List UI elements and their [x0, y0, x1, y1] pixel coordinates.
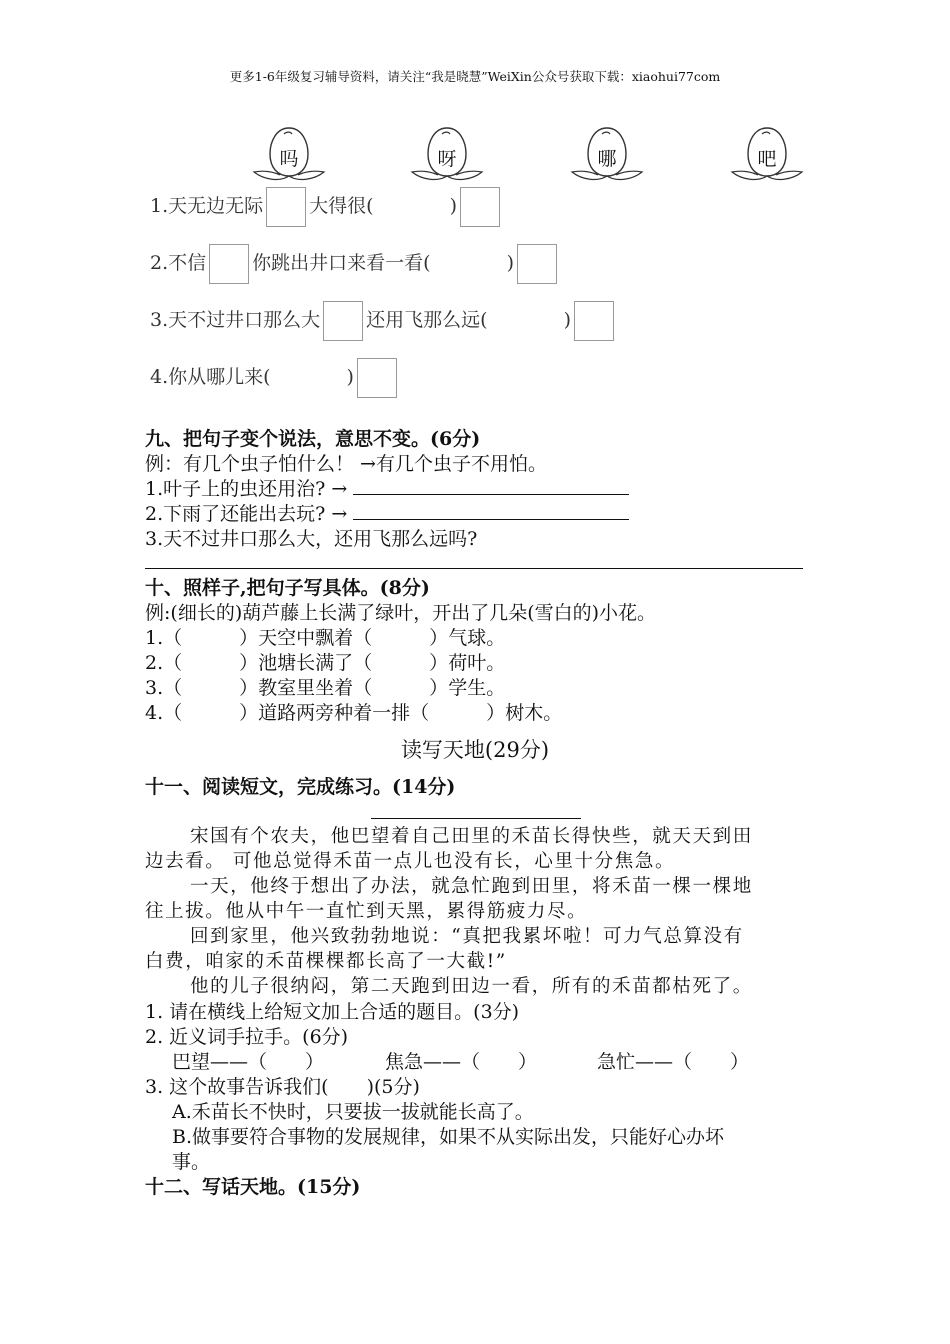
passage-line: 一天，他终于想出了办法，就急忙跑到田里，将禾苗一棵一棵地 — [190, 876, 753, 897]
fill-item-1: 1.天无边无际 大得很( ) — [150, 187, 503, 227]
section-9-example: 例：有几个虫子怕什么！ →有几个虫子不用怕。 — [145, 453, 547, 475]
section-11-title: 十一、阅读短文，完成练习。(14分) — [145, 776, 456, 798]
answer-box[interactable] — [460, 187, 500, 227]
answer-box[interactable] — [574, 301, 614, 341]
section-12-title: 十二、写话天地。(15分) — [145, 1176, 361, 1198]
peach-word: 吧 — [757, 148, 777, 170]
fill-item-2: 2.不信 你跳出井口来看一看( ) — [150, 244, 560, 284]
question-2: 2. 近义词手拉手。(6分) — [145, 1026, 349, 1048]
answer-box[interactable] — [323, 301, 363, 341]
answer-box[interactable] — [357, 358, 397, 398]
synonym-pair[interactable]: 巴望——（ ） — [172, 1051, 325, 1073]
answer-box[interactable] — [266, 187, 306, 227]
option-b-cont: 事。 — [172, 1151, 211, 1173]
peach-word-card — [728, 122, 806, 184]
peach-word-card — [408, 122, 486, 184]
section-9-q3: 3.天不过井口那么大，还用飞那么远吗? — [145, 528, 478, 550]
page-header: 更多1-6年级复习辅导资料，请关注“我是晓慧”WeiXin公众号获取下载：xiaohui77com — [229, 69, 721, 84]
passage-line: 白费，咱家的禾苗棵棵都长高了一大截!” — [145, 951, 507, 972]
peach-word: 哪 — [597, 148, 617, 170]
peach-word: 呀 — [437, 148, 457, 170]
part-title: 读写天地(29分) — [400, 738, 550, 762]
passage-line: 回到家里，他兴致勃勃地说：“真把我累坏啦！可力气总算没有 — [190, 926, 744, 947]
peach-word: 吗 — [279, 148, 299, 170]
question-3: 3. 这个故事告诉我们( )(5分) — [145, 1076, 420, 1098]
section-10-item: 2.（ ）池塘长满了（ ）荷叶。 — [145, 652, 506, 674]
option-a: A.禾苗长不快时，只要拔一拔就能长高了。 — [172, 1101, 534, 1123]
answer-box[interactable] — [209, 244, 249, 284]
option-b: B.做事要符合事物的发展规律，如果不从实际出发，只能好心办坏 — [172, 1126, 725, 1148]
section-10-example: 例:(细长的)葫芦藤上长满了绿叶，开出了几朵(雪白的)小花。 — [145, 602, 657, 624]
answer-line[interactable] — [145, 568, 803, 569]
section-10-item: 1.（ ）天空中飘着（ ）气球。 — [145, 627, 506, 649]
section-9-q1: 1.叶子上的虫还用治? → — [145, 474, 629, 501]
synonym-pair[interactable]: 急忙——（ ） — [597, 1051, 750, 1073]
section-9-q2: 2.下雨了还能出去玩? → — [145, 499, 629, 526]
fill-item-3: 3.天不过井口那么大 还用飞那么远( ) — [150, 301, 617, 341]
answer-line[interactable] — [353, 478, 629, 495]
peach-word-card — [568, 122, 646, 184]
passage-line: 往上拔。他从中午一直忙到天黑，累得筋疲力尽。 — [145, 901, 588, 922]
section-10-item: 4.（ ）道路两旁种着一排（ ）树木。 — [145, 702, 563, 724]
section-10-title: 十、照样子,把句子写具体。(8分) — [145, 577, 430, 599]
peach-word-card — [250, 122, 328, 184]
synonym-pair[interactable]: 焦急——（ ） — [385, 1051, 538, 1073]
answer-line[interactable] — [353, 503, 629, 520]
passage-line: 宋国有个农夫，他巴望着自己田里的禾苗长得快些，就天天到田 — [190, 826, 753, 847]
passage-line: 边去看。 可他总觉得禾苗一点儿也没有长，心里十分焦急。 — [145, 851, 676, 872]
section-9-title: 九、把句子变个说法，意思不变。(6分) — [145, 428, 481, 450]
question-1: 1. 请在横线上给短文加上合适的题目。(3分) — [145, 1001, 520, 1023]
passage-line: 他的儿子很纳闷，第二天跑到田边一看，所有的禾苗都枯死了。 — [190, 976, 753, 997]
fill-item-4: 4.你从哪儿来( ) — [150, 358, 400, 398]
section-10-item: 3.（ ）教室里坐着（ ）学生。 — [145, 677, 506, 699]
answer-box[interactable] — [517, 244, 557, 284]
title-answer-line[interactable] — [371, 818, 581, 819]
